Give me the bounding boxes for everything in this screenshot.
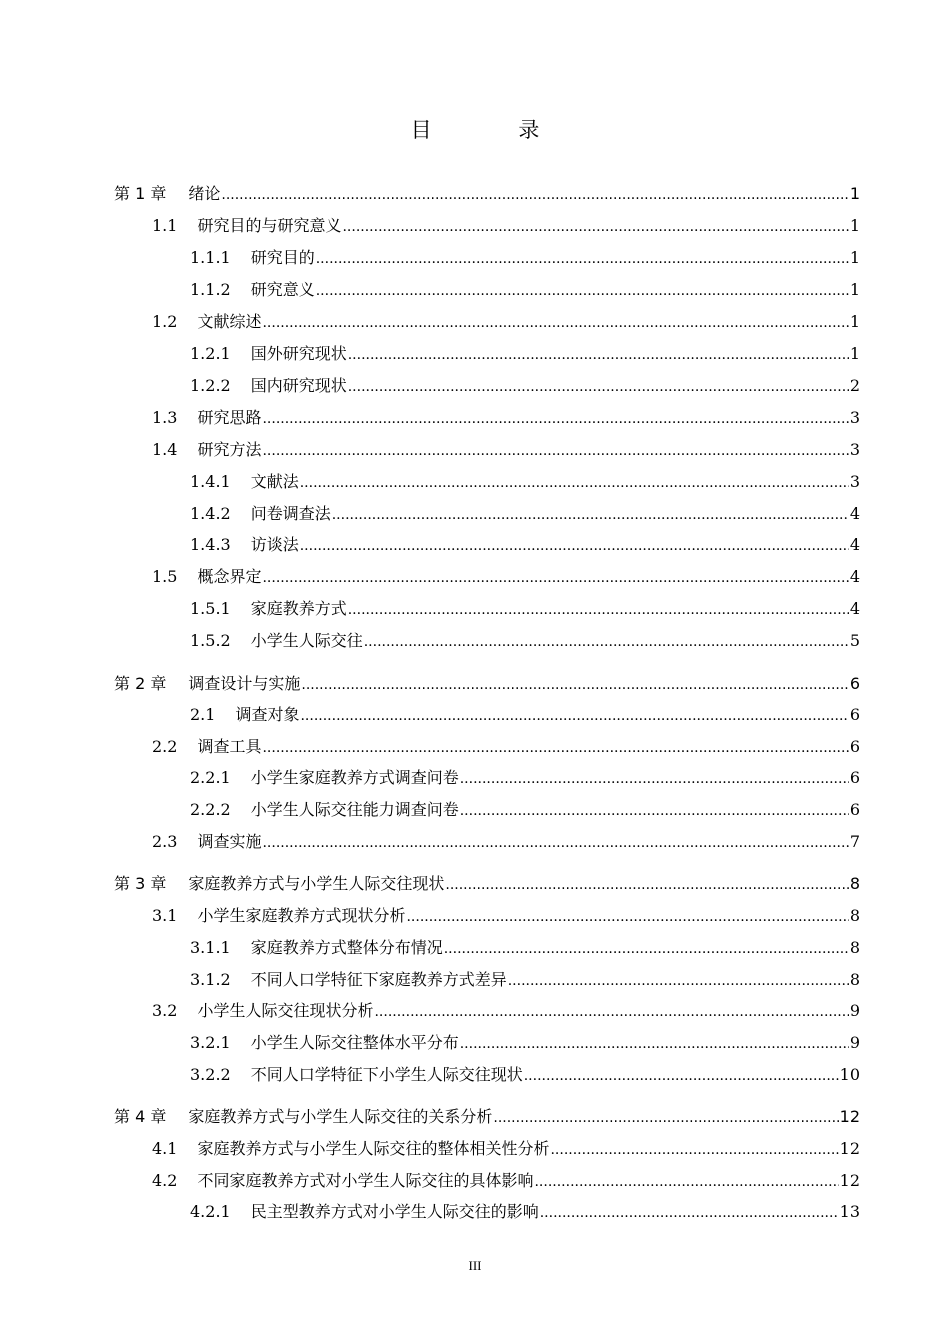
dot-leader [348,345,849,365]
toc-entry-number: 1.1.1 [190,248,231,267]
toc-entry-number: 1.4 [152,440,178,459]
toc-entry-label: 问卷调查法 [250,504,331,523]
toc-entry-page: 6 [849,800,860,819]
toc-entry-number: 第 1 章 [114,184,167,203]
toc-chapter-entry[interactable] [114,183,860,205]
toc-entry[interactable] [190,279,860,301]
page-number-footer: III [468,1258,482,1273]
toc-entry-label: 研究思路 [197,408,262,427]
toc-entry-page: 12 [839,1107,860,1126]
dot-leader [493,1108,838,1128]
toc-entry-page: 8 [849,906,860,925]
dot-leader [508,971,849,991]
dot-leader [524,1066,839,1086]
toc-entry-page: 2 [849,376,860,395]
toc-chapter-entry[interactable] [114,873,860,895]
dot-leader [460,801,849,821]
dot-leader [301,675,848,695]
dot-leader [332,505,849,525]
toc-entry-label: 调查对象 [235,705,300,724]
toc-entry-number: 3.1.2 [190,970,231,989]
toc-chapter-entry[interactable] [114,673,860,695]
toc-entry-label: 家庭教养方式与小学生人际交往的整体相关性分析 [197,1139,550,1158]
toc-entry-number: 4.2 [152,1171,178,1190]
toc-entry-label: 研究方法 [197,440,262,459]
toc-entry-page: 4 [849,504,860,523]
toc-entry-page: 4 [849,599,860,618]
toc-entry[interactable] [152,407,860,429]
toc-entry-number: 1.4.1 [190,472,231,491]
toc-entry-number: 3.2 [152,1001,178,1020]
toc-entry-label: 家庭教养方式与小学生人际交往现状 [188,874,445,893]
toc-entry-number: 3.2.2 [190,1065,231,1084]
toc-entry-label: 小学生人际交往整体水平分布 [250,1033,459,1052]
toc-entry-label: 民主型教养方式对小学生人际交往的影响 [250,1202,539,1221]
dot-leader [262,313,848,333]
toc-entry[interactable] [190,1201,860,1223]
toc-entry-page: 1 [849,312,860,331]
dot-leader [316,281,849,301]
dot-leader [300,706,848,726]
dot-leader [534,1172,838,1192]
toc-entry-label: 研究目的与研究意义 [197,216,342,235]
toc-entry-label: 家庭教养方式整体分布情况 [250,938,443,957]
toc-title: 目 录 [410,118,580,142]
toc-entry-number: 1.1 [152,216,178,235]
toc-entry[interactable] [152,439,860,461]
toc-entry[interactable] [152,1170,860,1192]
toc-entry-page: 12 [839,1171,860,1190]
toc-entry-number: 4.1 [152,1139,178,1158]
toc-chapter-entry[interactable] [114,1106,860,1128]
toc-entry-number: 2.1 [190,705,216,724]
toc-entry-number: 2.2.1 [190,768,231,787]
toc-entry-page: 13 [839,1202,860,1221]
dot-leader [460,769,849,789]
toc-entry-number: 1.4.2 [190,504,231,523]
dot-leader [406,907,848,927]
toc-entry-number: 第 3 章 [114,874,167,893]
toc-entry[interactable] [152,215,860,237]
dot-leader [262,833,848,853]
toc-entry-page: 8 [849,938,860,957]
toc-entry-page: 6 [849,674,860,693]
toc-entry[interactable] [152,1138,860,1160]
toc-entry-label: 家庭教养方式 [250,599,347,618]
toc-entry-number: 1.2.2 [190,376,231,395]
toc-entry-label: 小学生家庭教养方式现状分析 [197,906,406,925]
toc-entry-label: 研究目的 [250,248,315,267]
dot-leader [445,875,848,895]
toc-entry-label: 调查实施 [197,832,262,851]
toc-entry-label: 小学生家庭教养方式调查问卷 [250,768,459,787]
toc-entry-label: 访谈法 [250,535,299,554]
toc-entry-label: 不同人口学特征下家庭教养方式差异 [250,970,507,989]
toc-entry[interactable] [152,905,860,927]
toc-entry-label: 国内研究现状 [250,376,347,395]
toc-entry-page: 6 [849,705,860,724]
dot-leader [262,738,848,758]
toc-entry-number: 3.1.1 [190,938,231,957]
toc-entry-number: 第 2 章 [114,674,167,693]
dot-leader [444,939,849,959]
toc-entry-page: 10 [839,1065,860,1084]
toc-entry-number: 4.2.1 [190,1202,231,1221]
toc-entry-label: 概念界定 [197,567,262,586]
toc-entry[interactable] [152,311,860,333]
dot-leader [221,185,848,205]
dot-leader [550,1140,838,1160]
toc-entry[interactable] [190,534,860,556]
toc-entry-page: 1 [849,216,860,235]
toc-entry-label: 研究意义 [250,280,315,299]
toc-entry-label: 绪论 [188,184,221,203]
dot-leader [262,568,848,588]
toc-entry[interactable] [190,799,860,821]
toc-entry-page: 5 [849,631,860,650]
toc-entry[interactable] [190,767,860,789]
toc-entry-number: 1.5.2 [190,631,231,650]
toc-entry-page: 3 [849,408,860,427]
toc-entry-label: 不同家庭教养方式对小学生人际交往的具体影响 [197,1171,534,1190]
toc-entry-label: 调查工具 [197,737,262,756]
toc-entry[interactable] [152,1000,860,1022]
toc-entry[interactable] [190,630,860,652]
toc-entry-number: 2.3 [152,832,178,851]
toc-entry[interactable] [190,704,860,726]
toc-entry-page: 3 [849,472,860,491]
toc-entry[interactable] [190,375,860,397]
toc-entry-page: 4 [849,567,860,586]
toc-entry-number: 1.1.2 [190,280,231,299]
toc-entry[interactable] [152,831,860,853]
toc-entry-page: 6 [849,737,860,756]
toc-entry-page: 1 [849,184,860,203]
toc-entry[interactable] [190,969,860,991]
toc-entry[interactable] [190,247,860,269]
toc-entry-page: 7 [849,832,860,851]
toc-entry[interactable] [190,598,860,620]
toc-entry-page: 12 [839,1139,860,1158]
dot-leader [342,217,848,237]
toc-entry-page: 9 [849,1033,860,1052]
toc-entry-page: 6 [849,768,860,787]
toc-entry-page: 1 [849,344,860,363]
toc-entry-number: 1.5.1 [190,599,231,618]
toc-entry-label: 家庭教养方式与小学生人际交往的关系分析 [188,1107,493,1126]
toc-entry-page: 9 [849,1001,860,1020]
toc-entry-label: 不同人口学特征下小学生人际交往现状 [250,1065,523,1084]
dot-leader [460,1034,849,1054]
dot-leader [300,473,849,493]
toc-entry-page: 4 [849,535,860,554]
dot-leader [262,409,848,429]
toc-entry-number: 1.4.3 [190,535,231,554]
toc-entry-number: 1.3 [152,408,178,427]
toc-entry[interactable] [190,1032,860,1054]
toc-entry[interactable] [190,343,860,365]
dot-leader [364,632,849,652]
toc-entry[interactable] [152,566,860,588]
toc-entry-page: 8 [849,874,860,893]
toc-entry-number: 第 4 章 [114,1107,167,1126]
dot-leader [540,1203,839,1223]
dot-leader [316,249,849,269]
toc-entry[interactable] [190,471,860,493]
dot-leader [374,1002,848,1022]
toc-entry-label: 小学生人际交往 [250,631,363,650]
toc-entry-page: 1 [849,248,860,267]
toc-entry-label: 小学生人际交往能力调查问卷 [250,800,459,819]
toc-entry-label: 小学生人际交往现状分析 [197,1001,374,1020]
toc-entry-label: 调查设计与实施 [188,674,301,693]
toc-entry[interactable] [190,1064,860,1086]
toc-entry-page: 1 [849,280,860,299]
toc-entry-number: 3.1 [152,906,178,925]
toc-entry-label: 国外研究现状 [250,344,347,363]
toc-entry-number: 2.2 [152,737,178,756]
toc-entry-number: 1.2 [152,312,178,331]
dot-leader [262,441,848,461]
toc-entry-number: 1.5 [152,567,178,586]
toc-entry-page: 3 [849,440,860,459]
dot-leader [300,536,849,556]
toc-entry[interactable] [190,503,860,525]
toc-entry-number: 3.2.1 [190,1033,231,1052]
dot-leader [348,600,849,620]
toc-entry[interactable] [190,937,860,959]
toc-entry-number: 1.2.1 [190,344,231,363]
toc-entry-label: 文献法 [250,472,299,491]
toc-entry-page: 8 [849,970,860,989]
toc-entry-number: 2.2.2 [190,800,231,819]
toc-entry-label: 文献综述 [197,312,262,331]
dot-leader [348,377,849,397]
toc-entry[interactable] [152,736,860,758]
